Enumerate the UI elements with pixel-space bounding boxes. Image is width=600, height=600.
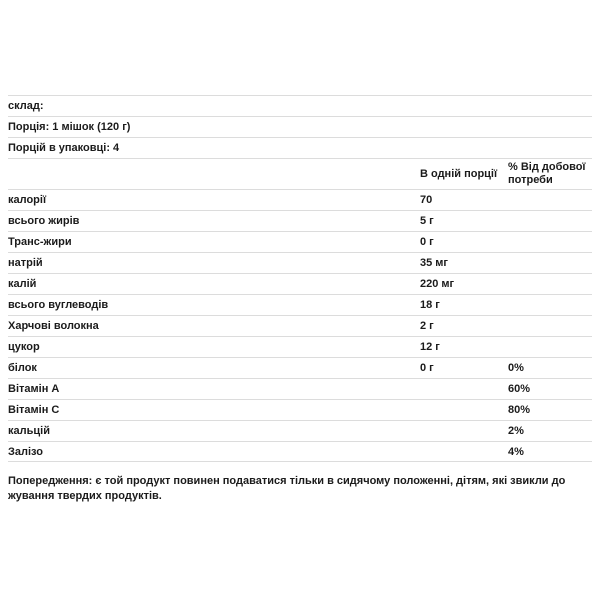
nutrient-amount: 70 <box>420 194 433 206</box>
table-row-trans-fat <box>8 231 592 252</box>
table-row-calories <box>8 189 592 210</box>
nutrient-label: Залізо <box>8 445 43 458</box>
nutrient-amount: 5 г <box>420 215 434 227</box>
nutrient-label: всього вуглеводів <box>8 299 109 311</box>
table-row-calcium <box>8 420 592 441</box>
nutrient-label: калій <box>8 278 37 290</box>
top-spacer <box>8 0 592 95</box>
nutrient-label: цукор <box>8 341 40 353</box>
ingredients-label: склад: <box>8 100 44 112</box>
table-row-total-carbs <box>8 294 592 315</box>
nutrient-amount: 12 г <box>420 341 440 353</box>
table-row-vitamin-a <box>8 378 592 399</box>
table-row-sugar <box>8 336 592 357</box>
table-row-iron <box>8 441 592 462</box>
table-row-potassium <box>8 273 592 294</box>
table-row-total-fat <box>8 210 592 231</box>
nutrient-amount: 2 г <box>420 320 434 332</box>
nutrient-daily-value: 4% <box>508 445 524 458</box>
header-daily-value: % Від добової потреби <box>508 161 586 186</box>
nutrient-label: натрій <box>8 257 43 269</box>
nutrient-label: Транс-жири <box>8 236 72 248</box>
nutrient-daily-value: 0% <box>508 362 524 374</box>
header-amount-per-serving: В одній порції <box>420 167 498 180</box>
nutrient-amount: 35 мг <box>420 257 449 269</box>
servings-per-container-label: Порцій в упаковці: 4 <box>8 142 120 154</box>
serving-size-label: Порція: 1 мішок (120 г) <box>8 121 131 133</box>
nutrient-label: Харчові волокна <box>8 320 99 332</box>
serving-size-row <box>8 116 592 137</box>
nutrient-amount: 18 г <box>420 299 440 311</box>
nutrient-label: калорії <box>8 194 47 206</box>
nutrient-amount: 220 мг <box>420 278 455 290</box>
nutrient-daily-value: 2% <box>508 425 524 437</box>
warning-text: Попередження: є той продукт повинен подаватися тільки в сидячому положенні, дітям, які звикли до жування твердих продуктів. <box>8 475 566 502</box>
servings-per-container-row <box>8 137 592 158</box>
table-row-vitamin-c <box>8 399 592 420</box>
nutrient-label: Вітамін C <box>8 404 60 416</box>
table-row-dietary-fiber <box>8 315 592 336</box>
nutrient-amount: 0 г <box>420 236 434 248</box>
nutrient-label: білок <box>8 362 37 374</box>
nutrient-label: Вітамін A <box>8 383 60 395</box>
table-row-protein <box>8 357 592 378</box>
nutrient-daily-value: 80% <box>508 404 531 416</box>
nutrient-daily-value: 60% <box>508 383 531 395</box>
nutrient-label: всього жирів <box>8 215 80 227</box>
ingredients-label-row <box>8 95 592 116</box>
nutrition-table-header <box>8 158 592 189</box>
nutrient-amount: 0 г <box>420 362 434 374</box>
table-row-sodium <box>8 252 592 273</box>
nutrient-label: кальцій <box>8 425 50 437</box>
